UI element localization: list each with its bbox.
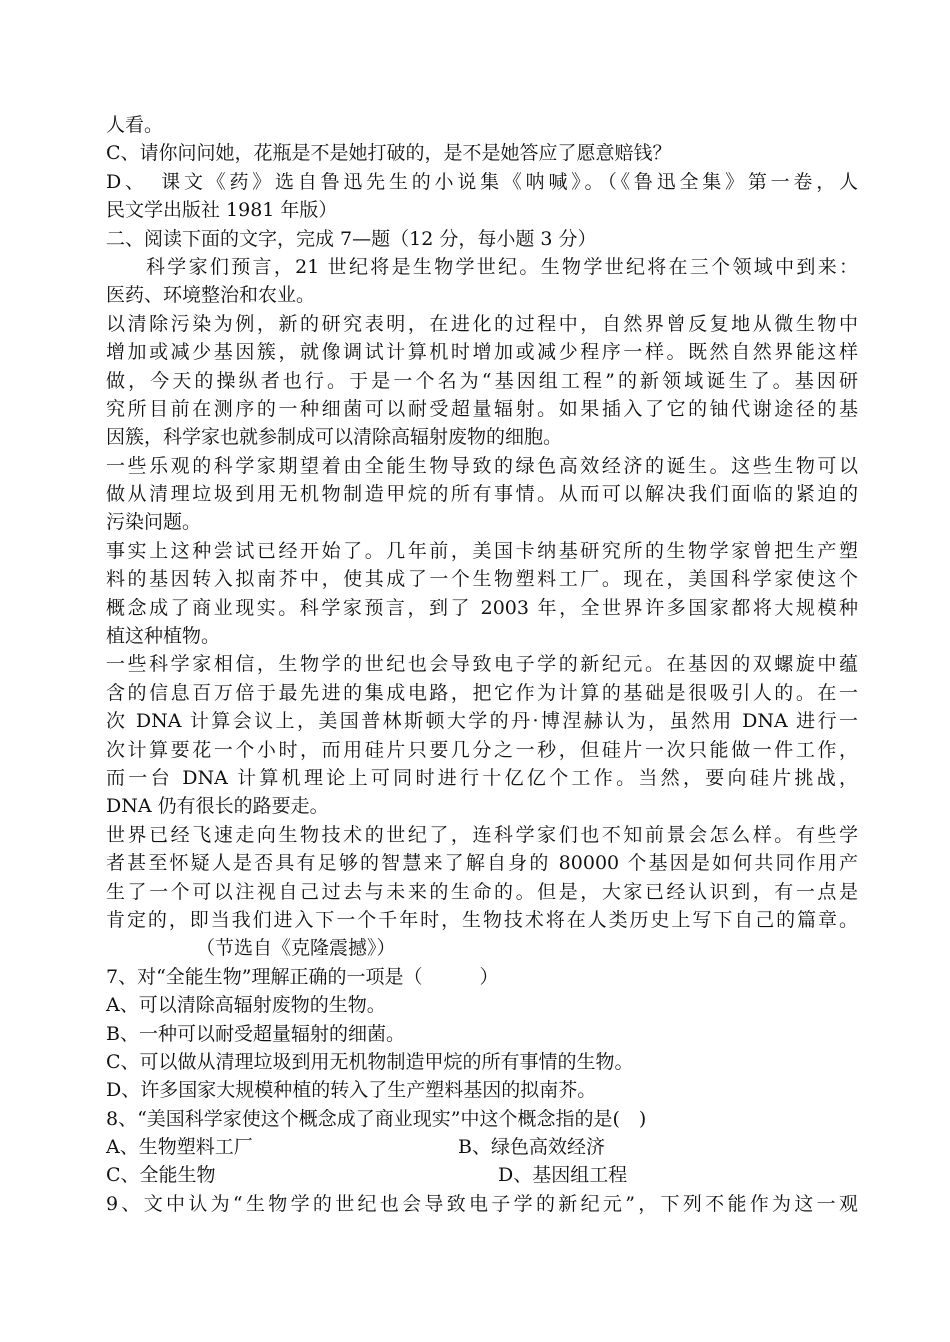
passage-paragraph-3: 一些乐观的科学家期望着由全能生物导致的绿色高效经济的诞生。这些生物可以 <box>106 454 858 477</box>
question-7-option-a: A、可以清除高辐射废物的生物。 <box>106 994 386 1017</box>
option-d-text-cont: 民文学出版社 1981 年版） <box>106 199 338 222</box>
question-9: 9、文中认为“生物学的世纪也会导致电子学的新纪元”，下列不能作为这一观 <box>106 1192 858 1215</box>
passage-line: 次计算要花一个小时，而用硅片只要几分之一秒，但硅片一次只能做一件工作， <box>106 738 858 761</box>
passage-paragraph-6: 世界已经飞速走向生物技术的世纪了，连科学家们也不知前景会怎么样。有些学 <box>106 823 858 846</box>
question-8: 8、“美国科学家使这个概念成了商业现实”中这个概念指的是( ) <box>106 1107 647 1130</box>
passage-line: 因簇，科学家也就参制成可以清除高辐射废物的细胞。 <box>106 426 563 449</box>
passage-line: 而一台 DNA 计算机理论上可同时进行十亿亿个工作。当然，要向硅片挑战， <box>106 766 858 789</box>
option-d-text: D、 课文《药》选自鲁迅先生的小说集《呐喊》。（《鲁迅全集》第一卷，人 <box>106 170 858 193</box>
question-8-option-b: B、绿色高效经济 <box>458 1136 605 1159</box>
passage-line: 者甚至怀疑人是否具有足够的智慧来了解自身的 80000 个基因是如何共同作用产 <box>106 852 858 875</box>
question-8-option-a: A、生物塑料工厂 <box>106 1136 253 1159</box>
passage-line: 料的基因转入拟南芥中，使其成了一个生物塑料工厂。现在，美国科学家使这个 <box>106 568 858 591</box>
passage-line: 增加或减少基因簇，就像调试计算机时增加或减少程序一样。既然自然界能这样 <box>106 341 858 364</box>
question-7-option-c: C、可以做从清理垃圾到用无机物制造甲烷的所有事情的生物。 <box>106 1050 634 1073</box>
section-two-heading: 二、阅读下面的文字，完成 7—题（12 分，每小题 3 分） <box>106 227 597 250</box>
passage-line: 做，今天的操纵者也行。于是一个名为“基因组工程”的新领域诞生了。基因研 <box>106 369 858 392</box>
passage-paragraph-2: 以清除污染为例，新的研究表明，在进化的过程中，自然界曾反复地从微生物中 <box>106 312 858 335</box>
passage-paragraph-1: 科学家们预言，21 世纪将是生物学世纪。生物学世纪将在三个领域中到来： <box>146 255 858 278</box>
question-7-option-b: B、一种可以耐受超量辐射的细菌。 <box>106 1022 405 1045</box>
question-7-option-d: D、许多国家大规模种植的转入了生产塑料基因的拟南芥。 <box>106 1079 597 1102</box>
question-7: 7、对“全能生物”理解正确的一项是（ ） <box>106 965 499 988</box>
question-8-option-d: D、基因组工程 <box>498 1164 628 1187</box>
passage-source: （节选自《克隆震撼》） <box>196 937 396 960</box>
passage-line: 植这种植物。 <box>106 625 221 648</box>
text-line: 人看。 <box>106 114 164 136</box>
passage-line: 污染问题。 <box>106 511 202 534</box>
document-page <box>106 111 858 1218</box>
passage-line: 含的信息百万倍于最先进的集成电路，把它作为计算的基础是很吸引人的。在一 <box>106 681 858 704</box>
question-8-option-c: C、全能生物 <box>106 1164 216 1187</box>
passage-line: 医药、环境整治和农业。 <box>106 284 316 307</box>
question-8-options-row-1 <box>106 1133 858 1161</box>
passage-paragraph-5: 一些科学家相信，生物学的世纪也会导致电子学的新纪元。在基因的双螺旋中蕴 <box>106 653 858 676</box>
passage-line: DNA 仍有很长的路要走。 <box>106 795 329 818</box>
passage-line: 究所目前在测序的一种细菌可以耐受超量辐射。如果插入了它的铀代谢途径的基 <box>106 397 858 420</box>
option-c-text: C、请你问问她，花瓶是不是她打破的，是不是她答应了愿意赔钱？ <box>106 142 672 165</box>
question-8-options-row-2 <box>106 1161 858 1189</box>
passage-line: 做从清理垃圾到用无机物制造甲烷的所有事情。从而可以解决我们面临的紧迫的 <box>106 483 858 506</box>
passage-line: 生了一个可以注视自己过去与未来的生命的。但是，大家已经认识到，有一点是 <box>106 880 858 903</box>
passage-line: 概念成了商业现实。科学家预言，到了 2003 年，全世界许多国家都将大规模种 <box>106 596 858 619</box>
passage-line: 肯定的，即当我们进入下一个千年时，生物技术将在人类历史上写下自己的篇章。 <box>106 908 858 931</box>
passage-line: 次 DNA 计算会议上，美国普林斯顿大学的丹·博涅赫认为，虽然用 DNA 进行一 <box>106 710 858 733</box>
passage-paragraph-4: 事实上这种尝试已经开始了。几年前，美国卡纳基研究所的生物学家曾把生产塑 <box>106 539 858 562</box>
